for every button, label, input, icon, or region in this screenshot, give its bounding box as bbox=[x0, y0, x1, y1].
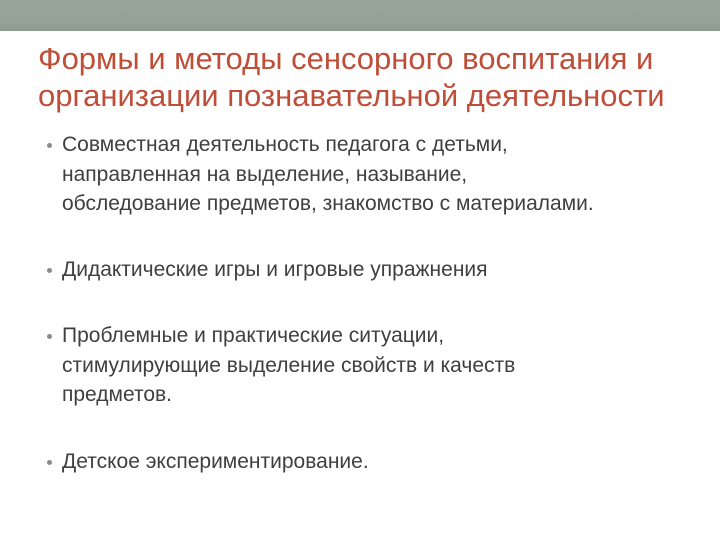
bullet-item-3 bbox=[47, 321, 515, 410]
bullet-dot-icon bbox=[47, 143, 52, 148]
bullet-item-1 bbox=[47, 130, 594, 219]
bullet-1-line-2: направленная на выделение, называние, bbox=[62, 162, 468, 186]
slide-title bbox=[38, 40, 665, 114]
bullet-dot-icon bbox=[47, 460, 52, 465]
bullet-item-4 bbox=[47, 447, 369, 477]
bullet-2-line-1: Дидактические игры и игровые упражнения bbox=[62, 258, 488, 281]
bullet-3-line-3: предметов. bbox=[62, 383, 172, 406]
bullet-text-2 bbox=[62, 255, 488, 285]
bullet-1-line-1: Совместная деятельность педагога с детьми, bbox=[62, 133, 508, 156]
slide-header-bar bbox=[0, 0, 720, 31]
bullet-1-line-3: обследование предметов, знакомство с материалами. bbox=[62, 192, 594, 215]
slide-title-line-2: организации познавательной деятельности bbox=[38, 78, 665, 113]
bullet-3-line-1: Проблемные и практические ситуации, bbox=[62, 324, 445, 347]
bullet-text-1 bbox=[62, 130, 594, 219]
bullet-item-2 bbox=[47, 255, 488, 285]
bullet-dot-icon bbox=[47, 268, 52, 273]
bullet-3-line-2: стимулирующие выделение свойств и качеств bbox=[62, 353, 516, 377]
bullet-dot-icon bbox=[47, 334, 52, 339]
slide-title-line-1: Формы и методы сенсорного воспитания и bbox=[38, 41, 654, 76]
bullet-text-4 bbox=[62, 447, 369, 477]
bullet-text-3 bbox=[62, 321, 515, 410]
bullet-4-line-1: Детское экспериментирование. bbox=[62, 450, 369, 473]
